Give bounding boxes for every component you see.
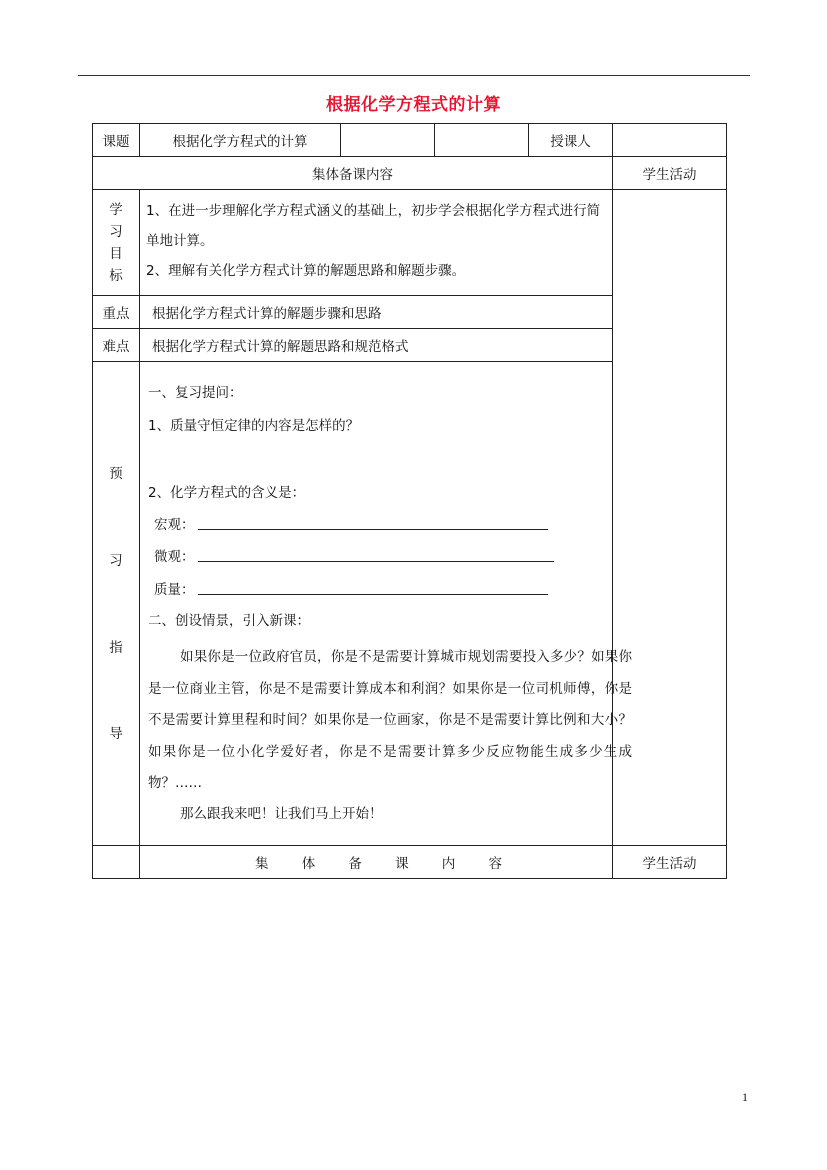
goals-label-char: 目 xyxy=(109,245,123,262)
section-row xyxy=(93,157,727,190)
footer-char: 集 xyxy=(255,856,269,872)
goals-label-char: 学 xyxy=(109,201,123,218)
preview-label-char: 导 xyxy=(109,726,123,742)
question-1: 1、质量守恒定律的内容是怎样的？ xyxy=(148,418,360,434)
micro-label: 微观： xyxy=(154,549,195,565)
macro-label: 宏观： xyxy=(154,517,195,533)
preview-label-char: 习 xyxy=(109,553,123,569)
scenario-paragraph: 如果你是一位政府官员，你是不是需要计算城市规划需要投入多少？如果你是一位商业主管，你是不是需要计算成本和利润？如果你是一位司机师傅，你是不是需要计算里程和时间？如果你是一位画家，你是不是需要计算比例和大小？如果你是一位小化学爱好者，你是不是需要计算多少反应物能生成多少生成物？…… xyxy=(148,649,632,791)
goal-item: 2、理解有关化学方程式计算的解题思路和解题步骤。 xyxy=(146,263,466,279)
page-number: 1 xyxy=(742,1090,748,1104)
footer-char: 课 xyxy=(395,856,409,872)
preview-label-char: 指 xyxy=(109,640,123,656)
macro-blank-line xyxy=(198,529,548,530)
difficulty-label: 难点 xyxy=(93,329,140,362)
header-rule xyxy=(78,75,750,76)
teacher-value xyxy=(613,124,727,157)
footer-content-label xyxy=(140,846,613,879)
question-2: 2、化学方程式的含义是： xyxy=(148,485,306,501)
mass-label: 质量： xyxy=(154,582,195,598)
closing-line: 那么跟我来吧！让我们马上开始！ xyxy=(180,806,383,822)
topic-row xyxy=(93,124,727,157)
goals-label xyxy=(93,190,140,296)
footer-char: 容 xyxy=(488,856,502,872)
key-point-text: 根据化学方程式计算的解题步骤和思路 xyxy=(140,296,613,329)
content-label: 集体备课内容 xyxy=(93,157,613,190)
footer-char: 体 xyxy=(301,856,316,872)
footer-char: 内 xyxy=(441,856,456,872)
goals-row xyxy=(93,190,727,296)
topic-label: 课题 xyxy=(93,124,140,157)
preview-content xyxy=(140,362,632,846)
footer-row xyxy=(93,846,727,879)
goals-label-char: 习 xyxy=(109,223,123,240)
scenario-heading: 二、创设情景，引入新课： xyxy=(148,613,310,629)
lesson-plan-table xyxy=(92,123,727,879)
preview-label-char: 预 xyxy=(109,466,123,482)
difficulty-text: 根据化学方程式计算的解题思路和规范格式 xyxy=(140,329,613,362)
key-point-label: 重点 xyxy=(93,296,140,329)
activity-label: 学生活动 xyxy=(613,157,727,190)
micro-blank-line xyxy=(198,561,554,562)
goals-content xyxy=(140,190,613,296)
footer-activity-label: 学生活动 xyxy=(613,846,727,879)
blank-cell xyxy=(435,124,529,157)
review-heading: 一、复习提问： xyxy=(148,385,243,401)
teacher-label: 授课人 xyxy=(529,124,613,157)
footer-char: 备 xyxy=(348,856,362,872)
goal-item: 1、在进一步理解化学方程式涵义的基础上，初步学会根据化学方程式进行简单地计算。 xyxy=(146,203,601,249)
blank-cell xyxy=(341,124,435,157)
document-title: 根据化学方程式的计算 xyxy=(326,95,501,115)
mass-blank-line xyxy=(198,594,548,595)
topic-value: 根据化学方程式的计算 xyxy=(140,124,341,157)
goals-label-char: 标 xyxy=(109,267,123,284)
preview-label xyxy=(93,362,140,846)
blank-cell xyxy=(93,846,140,879)
